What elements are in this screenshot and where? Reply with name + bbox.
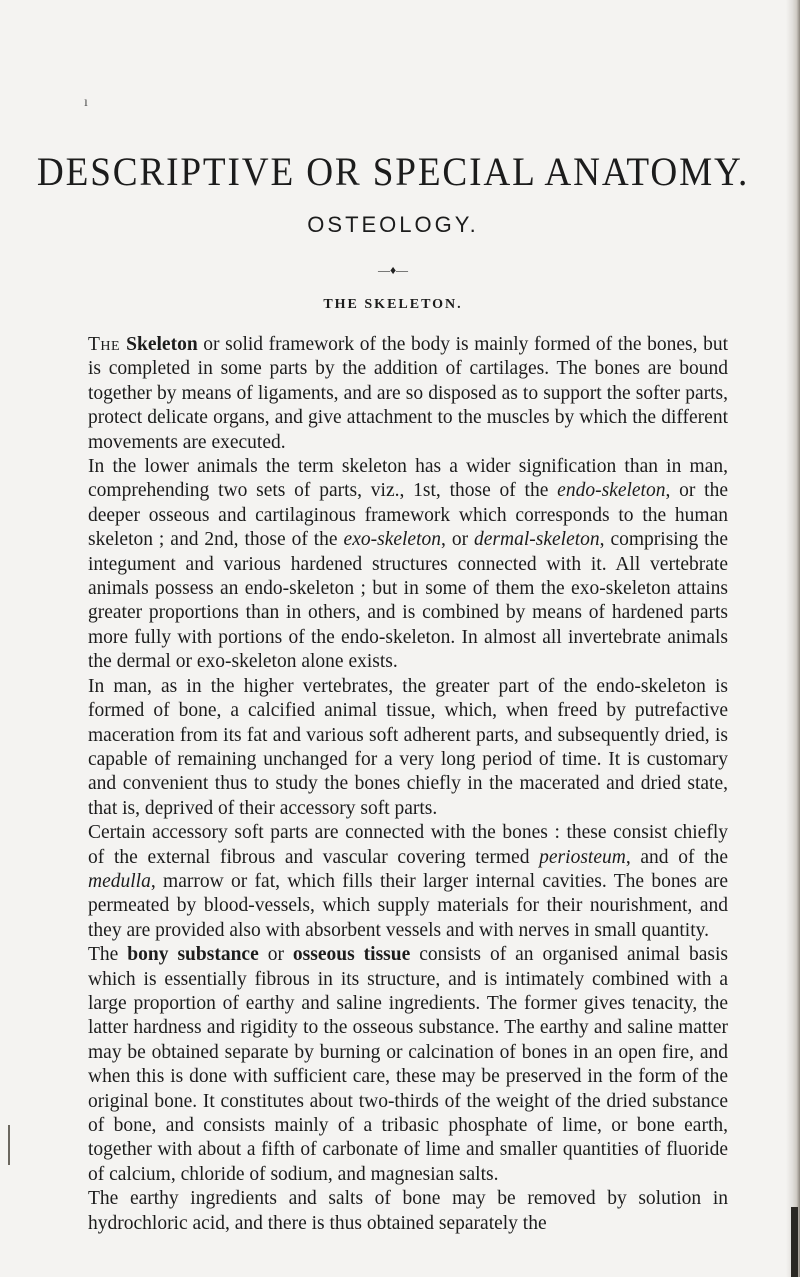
paragraph-text: consists of an organised animal basis which is essentially fibrous in its structure, and is intimately combined with a large proportion of earthy and saline ingredients. The former gives tenacity, the latter hardness and rigidity to the osseous substance. The earthy and saline matter may be obtained separate by burning or calcination of bones in an open fire, and when this is done with sufficient care, these may be preserved in the form of the original bone. It constitutes about two-thirds of the weight of the dried substance of bone, and consists mainly of a tribasic phosphate of lime, or bone earth, together with about a fifth of carbonate of lime and smaller quantities of fluoride of calcium, chloride of sodium, and magnesian salts. [88,944,728,1185]
chapter-subtitle: OSTEOLOGY. [307,212,479,237]
stray-mark: ı [84,95,88,110]
paragraph-bony-substance [88,943,728,1187]
term-osseous-tissue: osseous tissue [292,944,411,966]
paragraph-lower-animals [88,455,728,675]
paragraph-text: In man, as in the higher vertebrates, the greater part of the endo-skeleton is formed of bone, a calcified animal tissue, which, when freed by putrefactive maceration from its fat and various soft adherent parts, and subsequently dried, is capable of remaining unchanged for a very long period of time. It is customary and convenient thus to study the bones chiefly in the macerated and dried state, that is, deprived of their accessory soft parts. [88,675,728,819]
paragraph-text: , or [441,529,475,551]
page-edge [786,0,800,1277]
page-title: DESCRIPTIVE OR SPECIAL ANATOMY. [36,149,750,194]
page-header [0,148,786,314]
term-medulla: medulla [88,870,151,892]
paragraph-accessory-parts [88,821,728,943]
body-text [88,333,728,1236]
paragraph-text: The [88,944,128,966]
section-heading: THE SKELETON. [323,297,463,312]
term-bony-substance: bony substance [127,944,259,966]
term-skeleton: Skeleton [126,334,198,355]
margin-mark [8,1125,10,1165]
term-exo-skeleton: exo-skeleton [343,529,441,551]
paragraph-text: Certain accessory soft parts are connected with the bones : these consist chiefly of the external fibrous and vascular covering termed [88,822,728,868]
term-endo-skeleton: endo-skeleton [557,480,666,502]
paragraph-in-man [88,675,728,821]
term-periosteum: periosteum [539,846,626,868]
paragraph-earthy-ingredients [88,1187,728,1236]
lead-word: The [88,334,127,355]
page-edge-mark [791,1207,798,1277]
paragraph-skeleton [88,333,728,455]
paragraph-text: , marrow or fat, which fills their larger internal cavities. The bones are permeated by blood-vessels, which supply materials for their nourishment, and they are provided also with absorbent vessels and with nerves in small quantity. [88,870,728,941]
ornament-divider: —♦— [377,263,409,277]
paragraph-text: or [258,944,293,966]
paragraph-text: , or the deeper osseous and cartilaginous framework which corresponds to the human skeleton ; and 2nd, those of the [88,480,728,551]
paragraph-text: The earthy ingredients and salts of bone may be removed by solution in hydrochloric acid, and there is thus obtained separately the [88,1188,728,1234]
term-dermal-skeleton: dermal-skeleton [474,529,600,551]
paragraph-text: , and of the [625,846,728,868]
paragraph-text: In the lower animals the term skeleton has a wider signification than in man, comprehending two sets of parts, viz., 1st, those of the [88,456,728,502]
paragraph-text: , comprising the integument and various hardened structures connected with it. All vertebrate animals possess an endo-skeleton ; but in some of them the exo-skeleton attains greater proportions than in others, and is combined by means of hardened parts more fully with portions of the endo-skeleton. In almost all invertebrate animals the dermal or exo-skeleton alone exists. [88,529,728,673]
paragraph-text: or solid framework of the body is mainly formed of the bones, but is completed in some parts by the addition of cartilages. The bones are bound together by means of ligaments, and are so disposed as to support the softer parts, protect delicate organs, and give attachment to the muscles by which the different movements are executed. [88,334,728,453]
